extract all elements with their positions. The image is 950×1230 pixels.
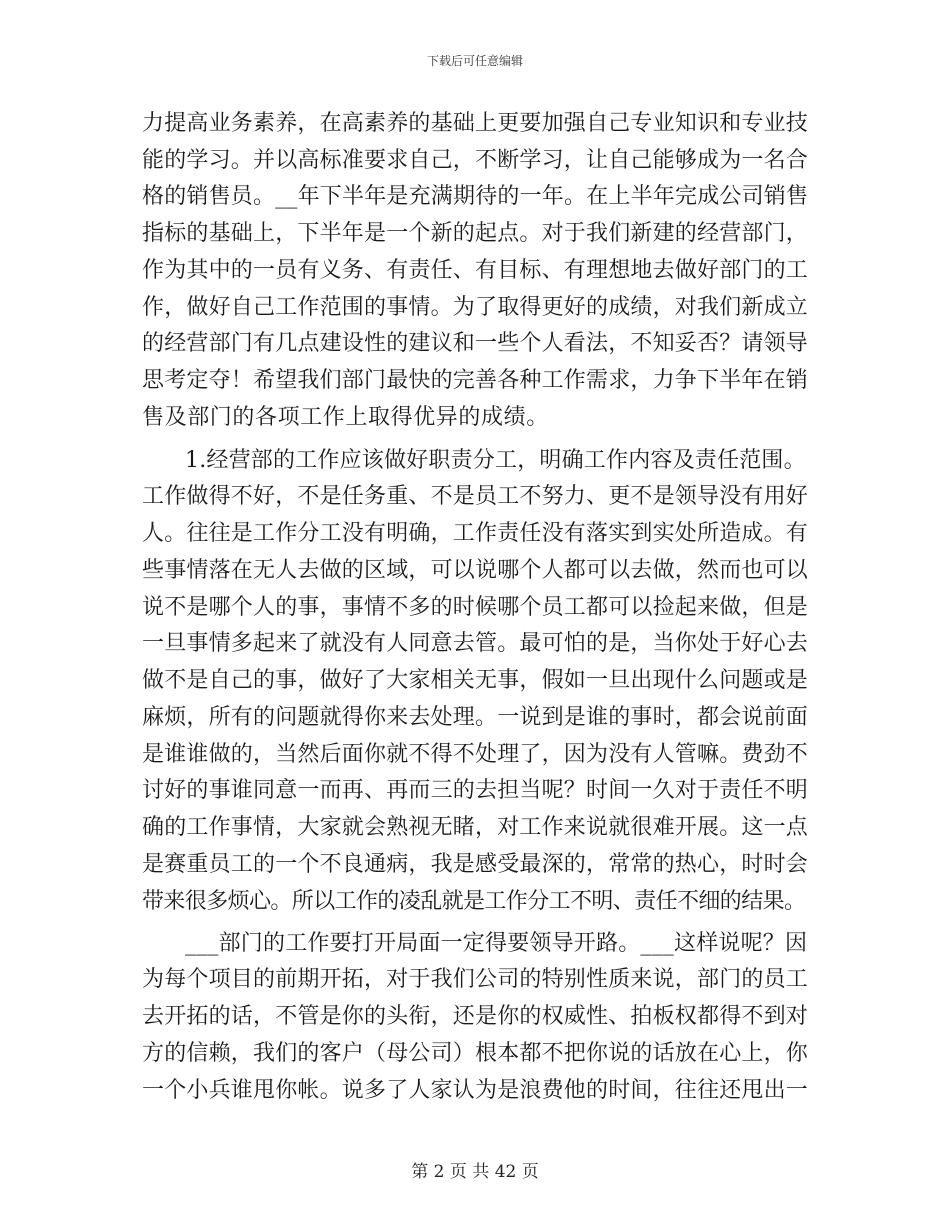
text-line: 方的信赖，我们的客户（母公司）根本都不把你说的话放在心上，你 xyxy=(142,1041,809,1066)
text-line: 的经营部门有几点建设性的建议和一些个人看法，不知妥否？请领导 xyxy=(142,331,809,356)
text-line: ___部门的工作要打开局面一定得要领导开路。___这样说呢？因 xyxy=(185,931,808,956)
text-line: 说不是哪个人的事，事情不多的时候哪个员工都可以捡起来做，但是 xyxy=(142,595,809,620)
text-line: 力提高业务素养，在高素养的基础上更要加强自己专业知识和专业技 xyxy=(142,111,809,136)
text-line: 是谁谁做的，当然后面你就不得不处理了，因为没有人管嘛。费劲不 xyxy=(142,742,809,767)
page-header: 下载后可任意编辑 xyxy=(426,54,523,68)
text-line: 讨好的事谁同意一而再、再而三的去担当呢？时间一久对于责任不明 xyxy=(142,778,809,803)
text-line: 麻烦，所有的问题就得你来去处理。一说到是谁的事时，都会说前面 xyxy=(142,705,809,730)
text-line: 做不是自己的事，做好了大家相关无事，假如一旦出现什么问题或是 xyxy=(142,668,809,693)
text-line: 1.经营部的工作应该做好职责分工，明确工作内容及责任范围。 xyxy=(185,448,806,473)
text-line: 售及部门的各项工作上取得优异的成绩。 xyxy=(142,405,549,430)
text-line: 作为其中的一员有义务、有责任、有目标、有理想地去做好部门的工 xyxy=(142,258,809,283)
text-line: 确的工作事情，大家就会熟视无睹，对工作来说就很难开展。这一点 xyxy=(142,815,809,840)
text-line: 一个小兵谁甩你帐。说多了人家认为是浪费他的时间，往往还甩出一 xyxy=(142,1078,809,1103)
text-line: 为每个项目的前期开拓，对于我们公司的特别性质来说，部门的员工 xyxy=(142,967,809,992)
text-line: 些事情落在无人去做的区域，可以说哪个人都可以去做，然而也可以 xyxy=(142,558,809,583)
text-line: 一旦事情多起来了就没有人同意去管。最可怕的是，当你处于好心去 xyxy=(142,631,809,656)
text-line: 带来很多烦心。所以工作的凌乱就是工作分工不明、责任不细的结果。 xyxy=(142,889,806,914)
text-line: 格的销售员。__年下半年是充满期待的一年。在上半年完成公司销售 xyxy=(142,184,809,209)
page-number: 第 2 页 共 42 页 xyxy=(411,1162,539,1182)
text-line: 是赛重员工的一个不良通病，我是感受最深的，常常的热心，时时会 xyxy=(142,852,809,877)
text-line: 去开拓的话，不管是你的头衔，还是你的权威性、拍板权都得不到对 xyxy=(142,1004,809,1029)
text-line: 能的学习。并以高标准要求自己，不断学习，让自己能够成为一名合 xyxy=(142,148,809,173)
text-line: 思考定夺！希望我们部门最快的完善各种工作需求，力争下半年在销 xyxy=(142,368,809,393)
text-line: 作，做好自己工作范围的事情。为了取得更好的成绩，对我们新成立 xyxy=(142,295,809,320)
text-line: 指标的基础上，下半年是一个新的起点。对于我们新建的经营部门， xyxy=(142,221,809,246)
text-line: 工作做得不好，不是任务重、不是员工不努力、更不是领导没有用好 xyxy=(142,484,809,509)
text-line: 人。往往是工作分工没有明确，工作责任没有落实到实处所造成。有 xyxy=(142,521,809,546)
